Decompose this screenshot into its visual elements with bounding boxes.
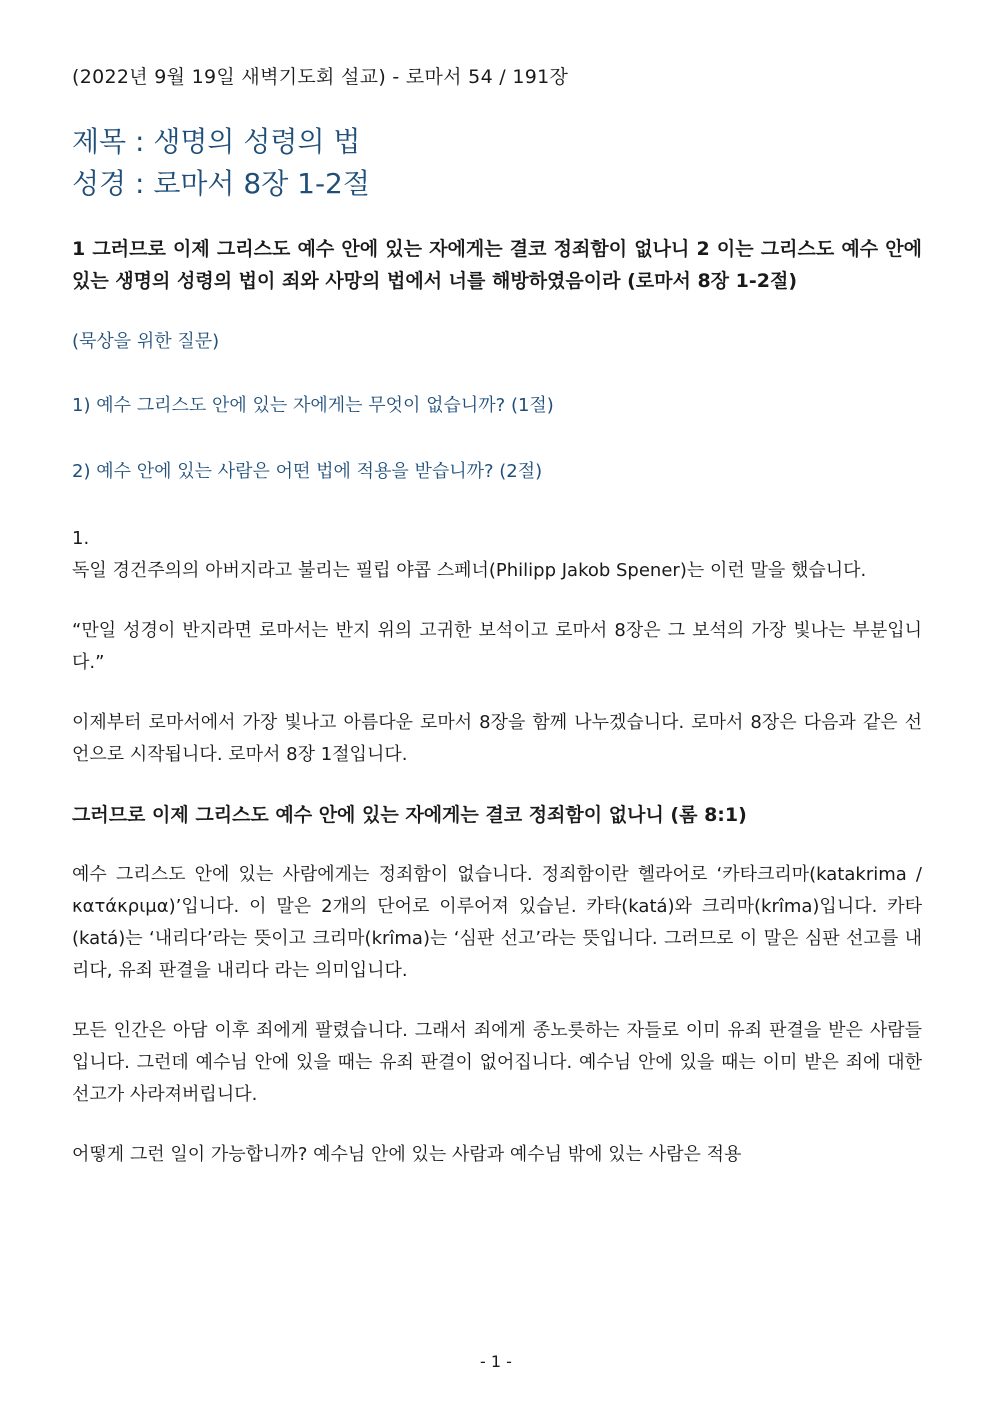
sermon-title: 제목 : 생명의 성령의 법 xyxy=(72,125,361,158)
paragraph-6: 어떻게 그런 일이 가능합니까? 예수님 안에 있는 사람과 예수님 밖에 있는 사람은 적용 xyxy=(72,1144,742,1165)
title-block xyxy=(72,121,922,205)
section-number: 1. xyxy=(72,528,90,549)
paragraph-5: 모든 인간은 아담 이후 죄에게 팔렸습니다. 그래서 죄에게 종노릇하는 자들로 이미 유죄 판결을 받은 사람들입니다. 그런데 예수님 안에 있을 때는 유죄 판결이 없어집니다. 예수님 안에 있을 때는 이미 받은 죄에 대한 선고가 사라져버립니다. xyxy=(72,1020,922,1105)
document-page xyxy=(72,62,922,1199)
page-number: - 1 - xyxy=(480,1352,512,1371)
paragraph-1: 독일 경건주의의 아버지라고 불리는 필립 야콥 스페너(Philipp Jakob Spener)는 이런 말을 했습니다. xyxy=(72,560,867,581)
paragraph-2: “만일 성경이 반지라면 로마서는 반지 위의 고귀한 보석이고 로마서 8장은 그 보석의 가장 빛나는 부분입니다.” xyxy=(72,620,922,673)
scripture-reference: 성경 : 로마서 8장 1-2절 xyxy=(72,167,370,200)
meditation-heading: (묵상을 위한 질문) xyxy=(72,331,220,352)
scripture-text: 1 그러므로 이제 그리스도 예수 안에 있는 자에게는 결코 정죄함이 없나니 2 이는 그리스도 예수 안에 있는 생명의 성령의 법이 죄와 사망의 법에서 너를 해방하였음이라 (로마서 8장 1-2절) xyxy=(72,238,922,292)
paragraph-4: 예수 그리스도 안에 있는 사람에게는 정죄함이 없습니다. 정죄함이란 헬라어로 ‘카타크리마(katakrima / κατάκριμα)’입니다. 이 말은 2개의 단어로 이루어져 있습닏. 카타(katá)와 크리마(krîma)입니다. 카타(katá)는 ‘내리다’라는 뜻이고 크리마(krîma)는 ‘심판 선고’라는 뜻입니다. 그러므로 이 말은 심판 선고를 내리다, 유죄 판결을 내리다 라는 의미입니다. xyxy=(72,864,922,981)
meditation-question-2: 2) 예수 안에 있는 사람은 어떤 법에 적용을 받습니까? (2절) xyxy=(72,461,543,482)
bold-verse: 그러므로 이제 그리스도 예수 안에 있는 자에게는 결코 정죄함이 없나니 (롬 8:1) xyxy=(72,804,747,826)
sermon-header: (2022년 9월 19일 새벽기도회 설교) - 로마서 54 / 191장 xyxy=(72,66,569,88)
meditation-question-1: 1) 예수 그리스도 안에 있는 자에게는 무엇이 없습니까? (1절) xyxy=(72,395,554,416)
paragraph-3: 이제부터 로마서에서 가장 빛나고 아름다운 로마서 8장을 함께 나누겠습니다. 로마서 8장은 다음과 같은 선언으로 시작됩니다. 로마서 8장 1절입니다. xyxy=(72,712,922,765)
